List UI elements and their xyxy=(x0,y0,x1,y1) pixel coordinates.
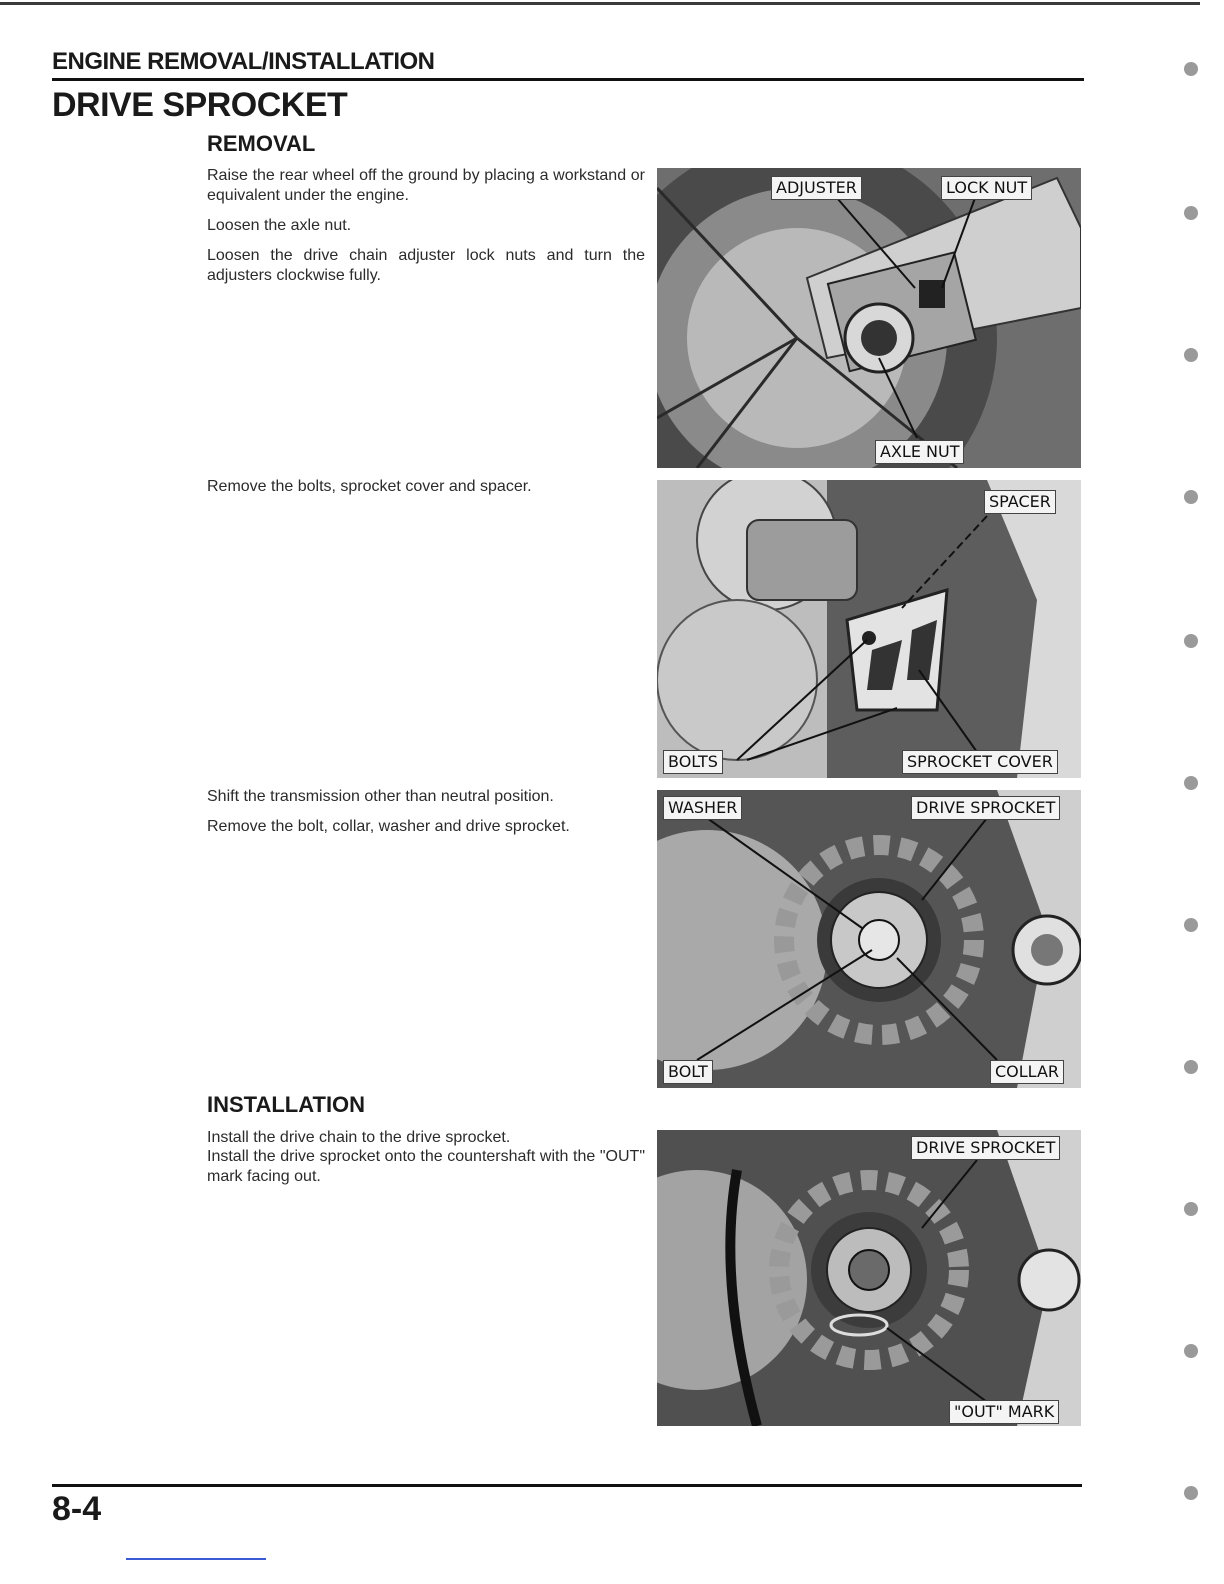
binder-hole-mark xyxy=(1184,206,1198,220)
callout-adjuster: ADJUSTER xyxy=(771,176,862,200)
drive-sprocket-removal-photo xyxy=(657,790,1081,1088)
removal-step-1: Raise the rear wheel off the ground by placing a workstand or equivalent under the engine. xyxy=(207,167,645,204)
binder-hole-mark xyxy=(1184,348,1198,362)
callout-sprocket-cover: SPROCKET COVER xyxy=(902,750,1058,774)
callout-bolt: BOLT xyxy=(663,1060,713,1084)
callout-axle-nut: AXLE NUT xyxy=(875,440,964,464)
page-title: DRIVE SPROCKET xyxy=(52,86,348,124)
header-rule xyxy=(52,78,1084,81)
callout-out-mark: "OUT" MARK xyxy=(949,1400,1059,1424)
callout-drive-sprocket: DRIVE SPROCKET xyxy=(911,796,1060,820)
drive-sprocket-installation-photo xyxy=(657,1130,1081,1426)
removal-step-3: Loosen the drive chain adjuster lock nuts and turn the adjusters clockwise fully. xyxy=(207,247,645,284)
installation-step-2: Install the drive sprocket onto the countershaft with the "OUT" mark facing out. xyxy=(207,1148,645,1185)
installation-step-1: Install the drive chain to the drive sprocket. xyxy=(207,1129,511,1146)
binder-hole-mark xyxy=(1184,918,1198,932)
removal-step-5: Shift the transmission other than neutral position. xyxy=(207,788,554,805)
binder-hole-mark xyxy=(1184,1060,1198,1074)
removal-step-4: Remove the bolts, sprocket cover and spacer. xyxy=(207,478,532,495)
binder-hole-mark xyxy=(1184,1344,1198,1358)
callout-washer: WASHER xyxy=(663,796,742,820)
sprocket-cover-photo xyxy=(657,480,1081,778)
binder-hole-mark xyxy=(1184,1202,1198,1216)
footer-rule xyxy=(52,1484,1082,1487)
binder-hole-mark xyxy=(1184,776,1198,790)
callout-drive-sprocket-install: DRIVE SPROCKET xyxy=(911,1136,1060,1160)
binder-hole-mark xyxy=(1184,62,1198,76)
figure-axle-adjuster xyxy=(657,168,1081,468)
callout-collar: COLLAR xyxy=(990,1060,1064,1084)
figure-drive-sprocket-installation xyxy=(657,1130,1081,1426)
axle-adjuster-photo xyxy=(657,168,1081,468)
installation-heading: INSTALLATION xyxy=(207,1092,366,1117)
figure-drive-sprocket-removal xyxy=(657,790,1081,1088)
page-number: 8-4 xyxy=(52,1490,102,1528)
binder-hole-mark xyxy=(1184,490,1198,504)
callout-lock-nut: LOCK NUT xyxy=(941,176,1032,200)
removal-step-6: Remove the bolt, collar, washer and drive sprocket. xyxy=(207,818,570,835)
top-rule xyxy=(0,2,1200,5)
removal-step-2: Loosen the axle nut. xyxy=(207,217,352,234)
bottom-accent-line xyxy=(126,1558,266,1560)
binder-hole-mark xyxy=(1184,634,1198,648)
binder-hole-mark xyxy=(1184,1486,1198,1500)
figure-sprocket-cover xyxy=(657,480,1081,778)
section-header: ENGINE REMOVAL/INSTALLATION xyxy=(52,48,435,75)
removal-heading: REMOVAL xyxy=(207,131,316,156)
callout-spacer: SPACER xyxy=(984,490,1056,514)
callout-bolts: BOLTS xyxy=(663,750,723,774)
